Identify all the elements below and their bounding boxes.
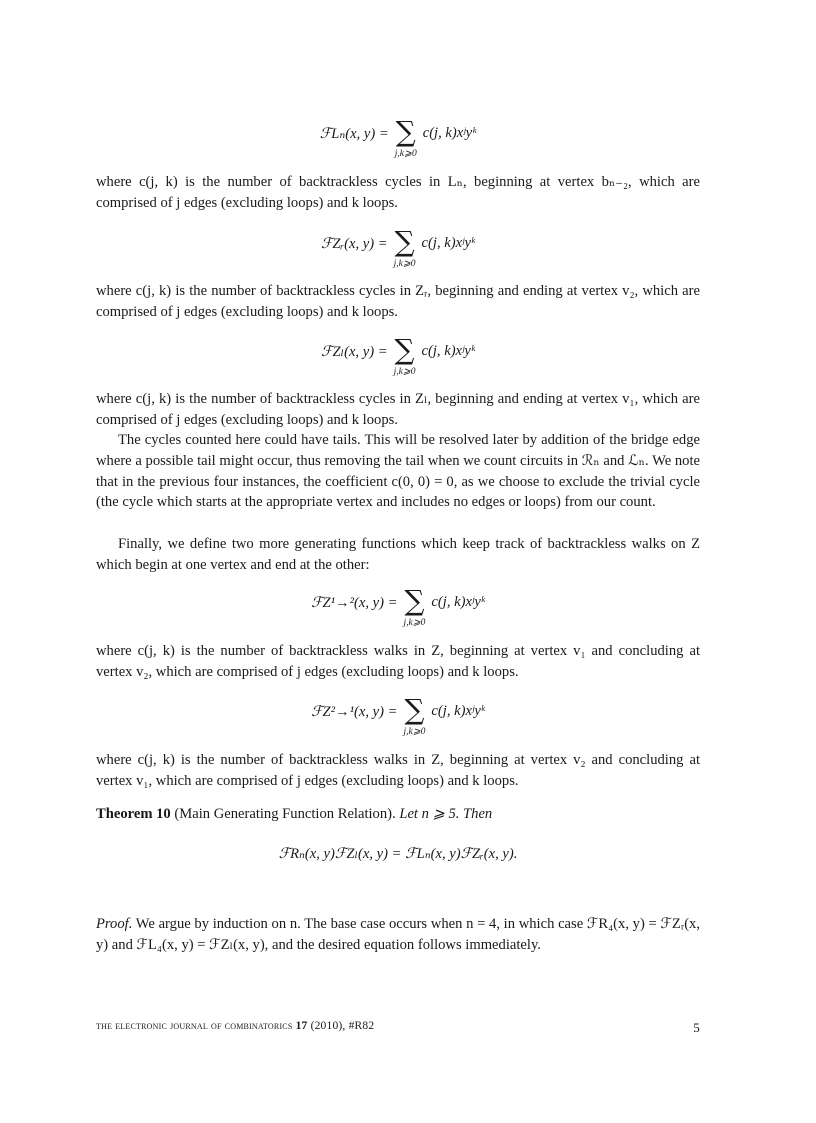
theorem-label: Theorem 10 [96,806,171,822]
equation-walk-1-to-2 [96,584,700,635]
footer-year-issue: (2010), #R82 [310,1020,375,1032]
equation-rhs: c(j, k)xʲyᵏ [431,703,485,719]
equation-lhs: ℱZ¹→²(x, y) = [311,595,398,611]
paragraph: where c(j, k) is the number of backtrackless cycles in Lₙ, beginning at vertex bₙ₋₂, which are comprised of j edges (excluding loops) and k loops. [96,174,700,211]
summation [393,225,416,270]
sigma-symbol: ∑ [404,693,425,726]
equation-rhs: c(j, k)xʲyᵏ [431,594,485,610]
theorem-statement: Let n ⩾ 5. Then [399,806,493,822]
paragraph: where c(j, k) is the number of backtrackless cycles in Zᵣ, beginning and ending at vertex v₂, which are comprised of j edges (excluding loops) and k loops. [96,283,700,320]
equation-lhs: ℱZ²→¹(x, y) = [311,704,398,720]
summation-subscript: j,k⩾0 [403,618,426,628]
page-footer [96,1020,700,1035]
paragraph: where c(j, k) is the number of backtrackless walks in Z, beginning at vertex v₁ and concluding at vertex v₂, which are comprised of j edges (excluding loops) and k loops. [96,643,700,680]
paragraph: The cycles counted here could have tails. This will be resolved later by addition of the bridge edge where a possible tail might occur, thus removing the tail when we count circuits in ℛₙ and ℒₙ. We note that in the previous four instances, the coefficient c(0, 0) = 0, as we choose to exclude the trivial cycle (the cycle which starts at the appropriate vertex and includes no edges or loops) from our count. [96,432,700,511]
summation [403,693,426,738]
equation-generating-function-Zl [96,333,700,384]
equation-lhs: ℱZₗ(x, y) = [320,344,388,360]
proof-block [96,914,700,956]
summation-subscript: j,k⩾0 [394,149,417,159]
summation-subscript: j,k⩾0 [393,367,416,377]
summation [393,333,416,378]
equation-rhs: c(j, k)xʲyᵏ [422,125,477,141]
summation [403,584,426,629]
equation-lhs: ℱZᵣ(x, y) = [320,236,388,252]
summation [394,115,417,160]
proof-label: Proof. [96,916,133,932]
equation-text: ℱRₙ(x, y)ℱZₗ(x, y) = ℱLₙ(x, y)ℱZᵣ(x, y). [278,846,518,862]
footer-journal: the electronic journal of combinatorics [96,1020,293,1032]
summation-subscript: j,k⩾0 [403,727,426,737]
theorem-block [96,804,700,825]
sigma-symbol: ∑ [394,333,415,366]
equation-rhs: c(j, k)xʲyᵏ [421,235,476,251]
summation-subscript: j,k⩾0 [393,259,416,269]
theorem-title: (Main Generating Function Relation). [174,806,396,822]
footer-volume: 17 [295,1020,308,1032]
paragraph: where c(j, k) is the number of backtrackless cycles in Zₗ, beginning and ending at vertex v₁, which are comprised of j edges (excluding loops) and k loops. [96,391,700,428]
equation-lhs: ℱLₙ(x, y) = [319,126,389,142]
equation-walk-2-to-1 [96,693,700,744]
sigma-symbol: ∑ [404,584,425,617]
paragraph: where c(j, k) is the number of backtrackless walks in Z, beginning at vertex v₂ and concluding at vertex v₁, which are comprised of j edges (excluding loops) and k loops. [96,752,700,789]
proof-text: We argue by induction on n. The base case occurs when n = 4, in which case ℱR₄(x, y) = ℱZᵣ(x, y) and ℱL₄(x, y) = ℱZₗ(x, y), and the desired equation follows immediately. [96,916,700,953]
paragraph: Finally, we define two more generating functions which keep track of backtrackless walks on Z which begin at one vertex and end at the other: [96,536,700,573]
sigma-symbol: ∑ [395,115,416,148]
equation-rhs: c(j, k)xʲyᵏ [421,343,476,359]
equation-generating-function-L [96,115,700,166]
sigma-symbol: ∑ [394,225,415,258]
equation-generating-function-Zr [96,225,700,276]
equation-main-relation [96,845,700,893]
page-number: 5 [693,1020,700,1035]
